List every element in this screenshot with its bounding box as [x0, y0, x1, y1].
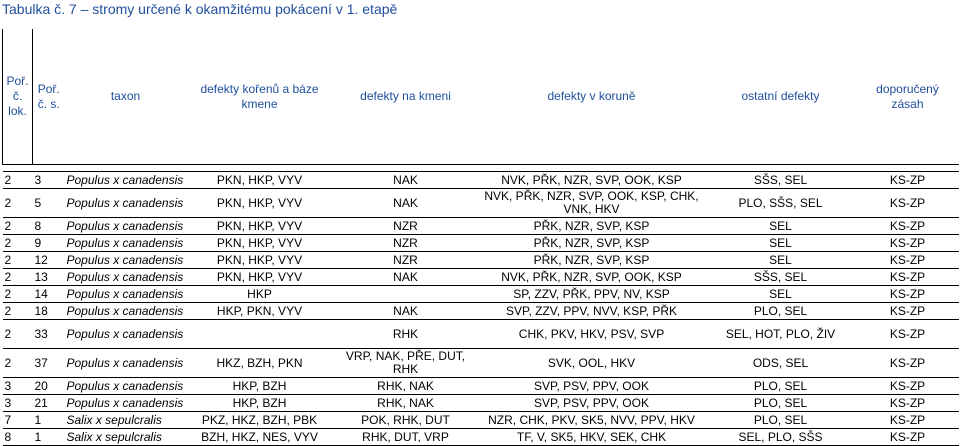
header-por-s: Poř. č. s. — [33, 29, 65, 165]
cell-ostatni: SEL — [705, 252, 857, 269]
cell-koruna: NVK, PŘK, NZR, SVP, OOK, KSP — [479, 172, 705, 189]
cell-koreny: PKN, HKP, VYV — [187, 269, 333, 286]
cell-ostatni: PLO, SEL — [705, 303, 857, 320]
cell-kmen: NAK — [333, 189, 479, 218]
cell-por-lok: 2 — [3, 189, 33, 218]
cell-por-lok: 2 — [3, 218, 33, 235]
cell-koreny: PKN, HKP, VYV — [187, 189, 333, 218]
cell-zasah: KS-ZP — [857, 218, 959, 235]
cell-por-s: 5 — [33, 189, 65, 218]
cell-ostatni: PLO, SŠS, SEL — [705, 189, 857, 218]
cell-zasah: KS-ZP — [857, 172, 959, 189]
cell-por-s: 33 — [33, 320, 65, 349]
cell-por-lok: 2 — [3, 269, 33, 286]
table-row — [3, 286, 959, 303]
cell-koruna: PŘK, NZR, SVP, KSP — [479, 235, 705, 252]
cell-koruna: PŘK, NZR, SVP, KSP — [479, 218, 705, 235]
cell-kmen: NZR — [333, 218, 479, 235]
spacer-row — [3, 165, 959, 172]
cell-zasah: KS-ZP — [857, 286, 959, 303]
cell-por-lok: 2 — [3, 349, 33, 378]
header-por-lok: Poř. č. lok. — [3, 29, 33, 165]
table-row — [3, 218, 959, 235]
cell-kmen: NAK — [333, 172, 479, 189]
cell-zasah: KS-ZP — [857, 320, 959, 349]
cell-koruna: PŘK, NZR, SVP, KSP — [479, 252, 705, 269]
cell-zasah: KS-ZP — [857, 395, 959, 412]
table-row — [3, 172, 959, 189]
cell-por-lok: 8 — [3, 429, 33, 446]
cell-kmen: NAK — [333, 269, 479, 286]
table-row — [3, 189, 959, 218]
cell-zasah: KS-ZP — [857, 378, 959, 395]
cell-zasah: KS-ZP — [857, 303, 959, 320]
cell-por-s: 13 — [33, 269, 65, 286]
cell-taxon: Salix x sepulcralis — [65, 412, 187, 429]
table-row — [3, 269, 959, 286]
cell-zasah: KS-ZP — [857, 235, 959, 252]
cell-koreny: HKP — [187, 286, 333, 303]
cell-por-lok: 2 — [3, 235, 33, 252]
cell-koreny: PKN, HKP, VYV — [187, 235, 333, 252]
cell-ostatni: PLO, SEL — [705, 395, 857, 412]
cell-koruna: TF, V, SK5, HKV, SEK, CHK — [479, 429, 705, 446]
header-koruna: defekty v koruně — [479, 29, 705, 165]
cell-taxon: Populus x canadensis — [65, 378, 187, 395]
cell-kmen: RHK, NAK — [333, 378, 479, 395]
cell-por-s: 20 — [33, 378, 65, 395]
cell-por-lok: 3 — [3, 378, 33, 395]
cell-koruna: SP, ZZV, PŘK, PPV, NV, KSP — [479, 286, 705, 303]
cell-taxon: Populus x canadensis — [65, 320, 187, 349]
cell-koruna: NVK, PŘK, NZR, SVP, OOK, KSP, CHK, VNK, HKV — [479, 189, 705, 218]
cell-ostatni: SEL, HOT, PLO, ŽIV — [705, 320, 857, 349]
cell-koreny: HKZ, BZH, PKN — [187, 349, 333, 378]
cell-zasah: KS-ZP — [857, 252, 959, 269]
table-row — [3, 349, 959, 378]
cell-kmen — [333, 286, 479, 303]
cell-taxon: Populus x canadensis — [65, 303, 187, 320]
cell-ostatni: SEL, PLO, SŠS — [705, 429, 857, 446]
cell-por-s: 1 — [33, 429, 65, 446]
table-row — [3, 303, 959, 320]
cell-taxon: Populus x canadensis — [65, 235, 187, 252]
cell-kmen: RHK, DUT, VRP — [333, 429, 479, 446]
cell-por-lok: 2 — [3, 172, 33, 189]
cell-koruna: SVK, OOL, HKV — [479, 349, 705, 378]
cell-kmen: NAK — [333, 303, 479, 320]
header-zasah: doporučený zásah — [857, 29, 959, 165]
cell-koruna: SVP, PSV, PPV, OOK — [479, 395, 705, 412]
cell-kmen: NZR — [333, 235, 479, 252]
cell-koreny: PKZ, HKZ, BZH, PBK — [187, 412, 333, 429]
cell-koruna: NVK, PŘK, NZR, SVP, OOK, KSP — [479, 269, 705, 286]
cell-koreny: HKP, PKN, VYV — [187, 303, 333, 320]
cell-ostatni: SŠS, SEL — [705, 172, 857, 189]
cell-por-lok: 7 — [3, 412, 33, 429]
cell-taxon: Populus x canadensis — [65, 286, 187, 303]
cell-por-s: 8 — [33, 218, 65, 235]
cell-ostatni: SŠS, SEL — [705, 269, 857, 286]
cell-taxon: Populus x canadensis — [65, 189, 187, 218]
cell-taxon: Populus x canadensis — [65, 349, 187, 378]
cell-zasah: KS-ZP — [857, 269, 959, 286]
table-title: Tabulka č. 7 – stromy určené k okamžitému pokácení v 1. etapě — [2, 1, 398, 17]
trees-table — [2, 29, 959, 446]
cell-koruna: CHK, PKV, HKV, PSV, SVP — [479, 320, 705, 349]
cell-kmen: RHK, NAK — [333, 395, 479, 412]
cell-por-lok: 2 — [3, 286, 33, 303]
cell-por-lok: 2 — [3, 252, 33, 269]
cell-taxon: Salix x sepulcralis — [65, 429, 187, 446]
cell-koreny: BZH, HKZ, NES, VYV — [187, 429, 333, 446]
header-ostatni: ostatní defekty — [705, 29, 857, 165]
cell-koruna: SVP, PSV, PPV, OOK — [479, 378, 705, 395]
table-row — [3, 412, 959, 429]
cell-ostatni: ODS, SEL — [705, 349, 857, 378]
cell-taxon: Populus x canadensis — [65, 269, 187, 286]
cell-zasah: KS-ZP — [857, 349, 959, 378]
cell-por-lok: 2 — [3, 303, 33, 320]
cell-por-s: 9 — [33, 235, 65, 252]
header-row — [3, 29, 959, 165]
cell-koreny: HKP, BZH — [187, 378, 333, 395]
cell-ostatni: PLO, SEL — [705, 378, 857, 395]
cell-kmen: POK, RHK, DUT — [333, 412, 479, 429]
cell-taxon: Populus x canadensis — [65, 252, 187, 269]
cell-koreny: HKP, BZH — [187, 395, 333, 412]
cell-koruna: SVP, ZZV, PPV, NVV, KSP, PŘK — [479, 303, 705, 320]
table-row — [3, 378, 959, 395]
cell-taxon: Populus x canadensis — [65, 172, 187, 189]
cell-ostatni: SEL — [705, 286, 857, 303]
cell-zasah: KS-ZP — [857, 189, 959, 218]
cell-por-s: 14 — [33, 286, 65, 303]
table-body — [3, 165, 959, 446]
cell-por-s: 37 — [33, 349, 65, 378]
cell-koruna: NZR, CHK, PKV, SK5, NVV, PPV, HKV — [479, 412, 705, 429]
cell-koreny: PKN, HKP, VYV — [187, 172, 333, 189]
cell-koreny: PKN, HKP, VYV — [187, 218, 333, 235]
table-row — [3, 235, 959, 252]
cell-kmen: VRP, NAK, PŘE, DUT, RHK — [333, 349, 479, 378]
cell-kmen: RHK — [333, 320, 479, 349]
cell-taxon: Populus x canadensis — [65, 395, 187, 412]
header-koreny: defekty kořenů a báze kmene — [187, 29, 333, 165]
cell-taxon: Populus x canadensis — [65, 218, 187, 235]
cell-por-s: 12 — [33, 252, 65, 269]
cell-zasah: KS-ZP — [857, 429, 959, 446]
cell-por-s: 21 — [33, 395, 65, 412]
table-row — [3, 429, 959, 446]
header-kmen: defekty na kmeni — [333, 29, 479, 165]
cell-por-lok: 3 — [3, 395, 33, 412]
cell-koreny — [187, 320, 333, 349]
cell-ostatni: PLO, SEL — [705, 412, 857, 429]
cell-kmen: NZR — [333, 252, 479, 269]
cell-zasah: KS-ZP — [857, 412, 959, 429]
header-taxon: taxon — [65, 29, 187, 165]
table-row — [3, 320, 959, 349]
cell-por-lok: 2 — [3, 320, 33, 349]
cell-ostatni: SEL — [705, 218, 857, 235]
cell-ostatni: SEL — [705, 235, 857, 252]
cell-por-s: 1 — [33, 412, 65, 429]
table-row — [3, 252, 959, 269]
table-row — [3, 395, 959, 412]
cell-koreny: PKN, HKP, VYV — [187, 252, 333, 269]
cell-por-s: 3 — [33, 172, 65, 189]
cell-por-s: 18 — [33, 303, 65, 320]
